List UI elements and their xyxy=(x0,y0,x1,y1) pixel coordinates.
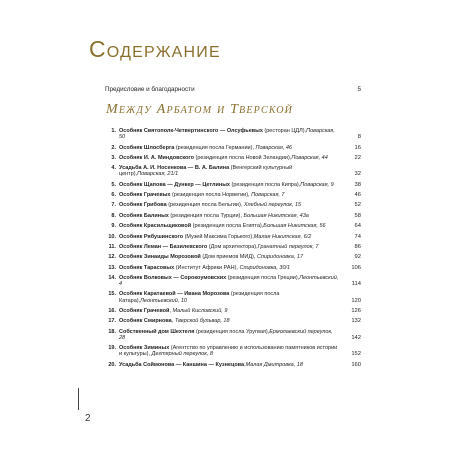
entry-number: 19. xyxy=(108,345,116,352)
table-of-contents xyxy=(100,128,361,372)
entry-description: (резиденция посла Кипра), xyxy=(229,181,301,188)
entry-description: (резиденция посла Новой Зеландии), xyxy=(194,154,292,161)
toc-entry[interactable] xyxy=(100,291,361,303)
entry-description: (резиденция посла Норвегии), xyxy=(170,192,252,199)
page-number: 2 xyxy=(85,413,91,424)
entry-text xyxy=(119,234,339,240)
entry-title: Особняк Балиных xyxy=(119,212,169,219)
entry-title: Собственный дом Шехтеля xyxy=(119,328,195,335)
entry-title: Особняк Святополк-Четвертинского — Олсуфьевых xyxy=(119,128,263,134)
entry-number: 9. xyxy=(111,223,116,230)
entry-address: Поварская, 44 xyxy=(291,154,328,161)
entry-title: Особняк Грачевых xyxy=(119,192,171,199)
toc-entry[interactable] xyxy=(100,329,361,341)
entry-text xyxy=(119,329,339,341)
entry-address: Поварская, 9 xyxy=(300,181,334,188)
entry-text xyxy=(119,308,339,314)
entry-number: 2. xyxy=(111,144,116,151)
entry-number: 1. xyxy=(111,128,116,134)
entry-number: 15. xyxy=(108,291,116,298)
toc-entry[interactable] xyxy=(100,145,361,151)
entry-number: 12. xyxy=(108,254,116,261)
entry-number: 3. xyxy=(111,154,116,161)
entry-text xyxy=(119,192,339,198)
entry-title: Особняк Рябушинского xyxy=(119,233,184,240)
entry-number: 7. xyxy=(111,202,116,209)
entry-address: Тверской бульвар, 18 xyxy=(174,318,230,325)
preface-entry[interactable] xyxy=(105,86,361,94)
entry-address: Леонтьевский, 4 xyxy=(119,274,339,288)
toc-entry[interactable] xyxy=(100,318,361,324)
toc-entry[interactable] xyxy=(100,155,361,161)
entry-description: (Дом приемов МИД), xyxy=(200,254,257,261)
entry-text xyxy=(119,213,339,219)
entry-description: (резиденция посла Египта), xyxy=(191,223,264,230)
entry-title: Особняк Леман — Базилевского xyxy=(119,243,208,250)
entry-title: Особняк Грибова xyxy=(119,202,167,209)
entry-title: Особняк Волковых — Сорокоумовских xyxy=(119,274,227,281)
entry-number: 6. xyxy=(111,192,116,199)
entry-title: Особняк Красильщиковой xyxy=(119,223,192,230)
entry-text xyxy=(119,165,339,177)
page-title: Содержание xyxy=(89,36,221,62)
entry-description: (резиденция посла Бельгии), xyxy=(166,202,244,209)
entry-title: Особняк Смирнова xyxy=(119,318,172,325)
entry-address: Хлебный переулок, 15 xyxy=(243,202,302,209)
entry-page-number: 86 xyxy=(354,243,361,250)
toc-entry[interactable] xyxy=(100,234,361,240)
entry-address: Поварская, 21/1 xyxy=(137,171,179,178)
entry-description: (Институт Африки РАН), xyxy=(174,264,240,271)
entry-address: Леонтьевский, 10 xyxy=(140,297,187,304)
entry-text xyxy=(119,128,339,140)
entry-address: Поварская, 50 xyxy=(119,128,335,141)
entry-text xyxy=(119,182,339,188)
entry-page-number: 132 xyxy=(351,318,361,325)
entry-number: 16. xyxy=(108,307,116,314)
entry-page-number: 152 xyxy=(351,351,361,358)
entry-page-number: 120 xyxy=(351,297,361,304)
entry-page-number: 142 xyxy=(351,334,361,341)
entry-address: Большая Никитская, 43а xyxy=(243,212,309,219)
toc-entry[interactable] xyxy=(100,182,361,188)
toc-entry[interactable] xyxy=(100,192,361,198)
entry-page-number: 46 xyxy=(354,192,361,199)
entry-address: Спиридоновка, 30/1 xyxy=(239,264,291,271)
entry-description: (резиденция посла Германии), xyxy=(174,144,256,151)
toc-entry[interactable] xyxy=(100,254,361,260)
entry-text xyxy=(119,275,339,287)
section-title: Между Арбатом и Тверской xyxy=(106,102,294,117)
toc-entry[interactable] xyxy=(100,345,361,357)
entry-address: Дегтярный переулок, 8 xyxy=(151,351,213,358)
entry-text xyxy=(119,223,339,229)
entry-page-number: 114 xyxy=(351,281,361,288)
entry-page-number: 106 xyxy=(351,264,361,271)
entry-page-number: 126 xyxy=(351,307,361,314)
entry-page-number: 58 xyxy=(354,212,361,219)
entry-description: (Венгерский культурный центр), xyxy=(119,165,293,178)
entry-page-number: 160 xyxy=(351,361,361,368)
entry-description: (резиденция посла Уругвая), xyxy=(194,328,270,335)
entry-description: (Агентство по управлению и использованию памятников истории и культуры), xyxy=(119,345,338,358)
entry-number: 17. xyxy=(108,318,116,325)
toc-entry[interactable] xyxy=(100,308,361,314)
entry-title: Особняк Зиминых xyxy=(119,345,170,352)
entry-number: 18. xyxy=(108,328,116,335)
entry-number: 4. xyxy=(111,165,116,172)
entry-title: Особняк Щапова — Дункер — Цетлиных xyxy=(119,181,230,188)
entry-number: 5. xyxy=(111,181,116,188)
toc-entry[interactable] xyxy=(100,223,361,229)
entry-title: Особняк И. А. Миндовского xyxy=(119,154,194,161)
entry-page-number: 64 xyxy=(354,223,361,230)
entry-address: Гранатный переулок, 7 xyxy=(257,243,319,250)
entry-number: 13. xyxy=(108,264,116,271)
entry-description: (Дом архитектора), xyxy=(207,243,258,250)
entry-title: Особняк Грачевой xyxy=(119,307,170,314)
entry-address: Малая Никитская, 6/2 xyxy=(253,233,312,240)
entry-text xyxy=(119,362,339,368)
margin-rule xyxy=(78,388,79,410)
entry-number: 14. xyxy=(108,274,116,281)
toc-entry[interactable] xyxy=(100,244,361,250)
entry-address: Большая Никитская, 56 xyxy=(263,223,326,230)
entry-page-number: 52 xyxy=(354,202,361,209)
entry-page-number: 16 xyxy=(354,144,361,151)
entry-text xyxy=(119,244,339,250)
entry-description: (резиденция посла Катара), xyxy=(119,291,280,304)
entry-title: Особняк Шлосберга xyxy=(119,144,175,151)
entry-text xyxy=(119,155,339,161)
entry-title: Усадьба Соймонова — Каншина — Кузнецова xyxy=(119,361,245,368)
toc-entry[interactable] xyxy=(100,202,361,208)
entry-text xyxy=(119,202,339,208)
entry-number: 20. xyxy=(108,361,116,368)
preface-label: Предисловие и благодарности xyxy=(105,86,195,93)
toc-entry[interactable] xyxy=(100,128,361,140)
entry-description: (резиденция посла Греции), xyxy=(226,274,300,281)
entry-description: (резиденция посла Турции), xyxy=(168,212,244,219)
entry-text xyxy=(119,265,339,271)
toc-entry[interactable] xyxy=(100,213,361,219)
entry-page-number: 92 xyxy=(354,254,361,261)
entry-text xyxy=(119,145,339,151)
entry-number: 10. xyxy=(108,233,116,240)
entry-address: Малая Дмитровка, 18 xyxy=(245,361,303,368)
entry-description: , xyxy=(244,361,246,368)
entry-page-number: 74 xyxy=(354,233,361,240)
entry-address: Спиридоновка, 17 xyxy=(256,254,303,261)
toc-entry[interactable] xyxy=(100,265,361,271)
entry-number: 11. xyxy=(108,243,116,250)
entry-text xyxy=(119,254,339,260)
entry-title: Особняк Зинаиды Морозовой xyxy=(119,254,201,261)
entry-address: Малый Кисловский, 9 xyxy=(172,307,228,314)
entry-text xyxy=(119,291,339,303)
entry-page-number: 32 xyxy=(354,171,361,178)
entry-text xyxy=(119,318,339,324)
entry-description: (ресторан ЦДЛ), xyxy=(262,128,307,134)
entry-page-number: 8 xyxy=(357,134,361,141)
toc-entry[interactable] xyxy=(100,165,361,177)
entry-text xyxy=(119,345,339,357)
entry-page-number: 22 xyxy=(354,154,361,161)
preface-page-number: 5 xyxy=(357,86,361,93)
entry-description: , xyxy=(169,307,173,314)
entry-address: Ермолаевский переулок, 28 xyxy=(119,328,333,341)
toc-entry[interactable] xyxy=(100,275,361,287)
entry-title: Усадьба А. И. Носенкова — В. А. Балина xyxy=(119,165,230,172)
entry-description: (Музей Максима Горького), xyxy=(183,233,254,240)
entry-address: Поварская, 7 xyxy=(251,192,285,199)
toc-entry[interactable] xyxy=(100,362,361,368)
entry-description: , xyxy=(171,318,175,325)
entry-address: Поварская, 46 xyxy=(255,144,292,151)
entry-title: Особняк Тарасовых xyxy=(119,264,175,271)
entry-title: Особняк Каратаевой — Ивана Морозова xyxy=(119,291,230,298)
entry-page-number: 38 xyxy=(354,181,361,188)
entry-number: 8. xyxy=(111,212,116,219)
